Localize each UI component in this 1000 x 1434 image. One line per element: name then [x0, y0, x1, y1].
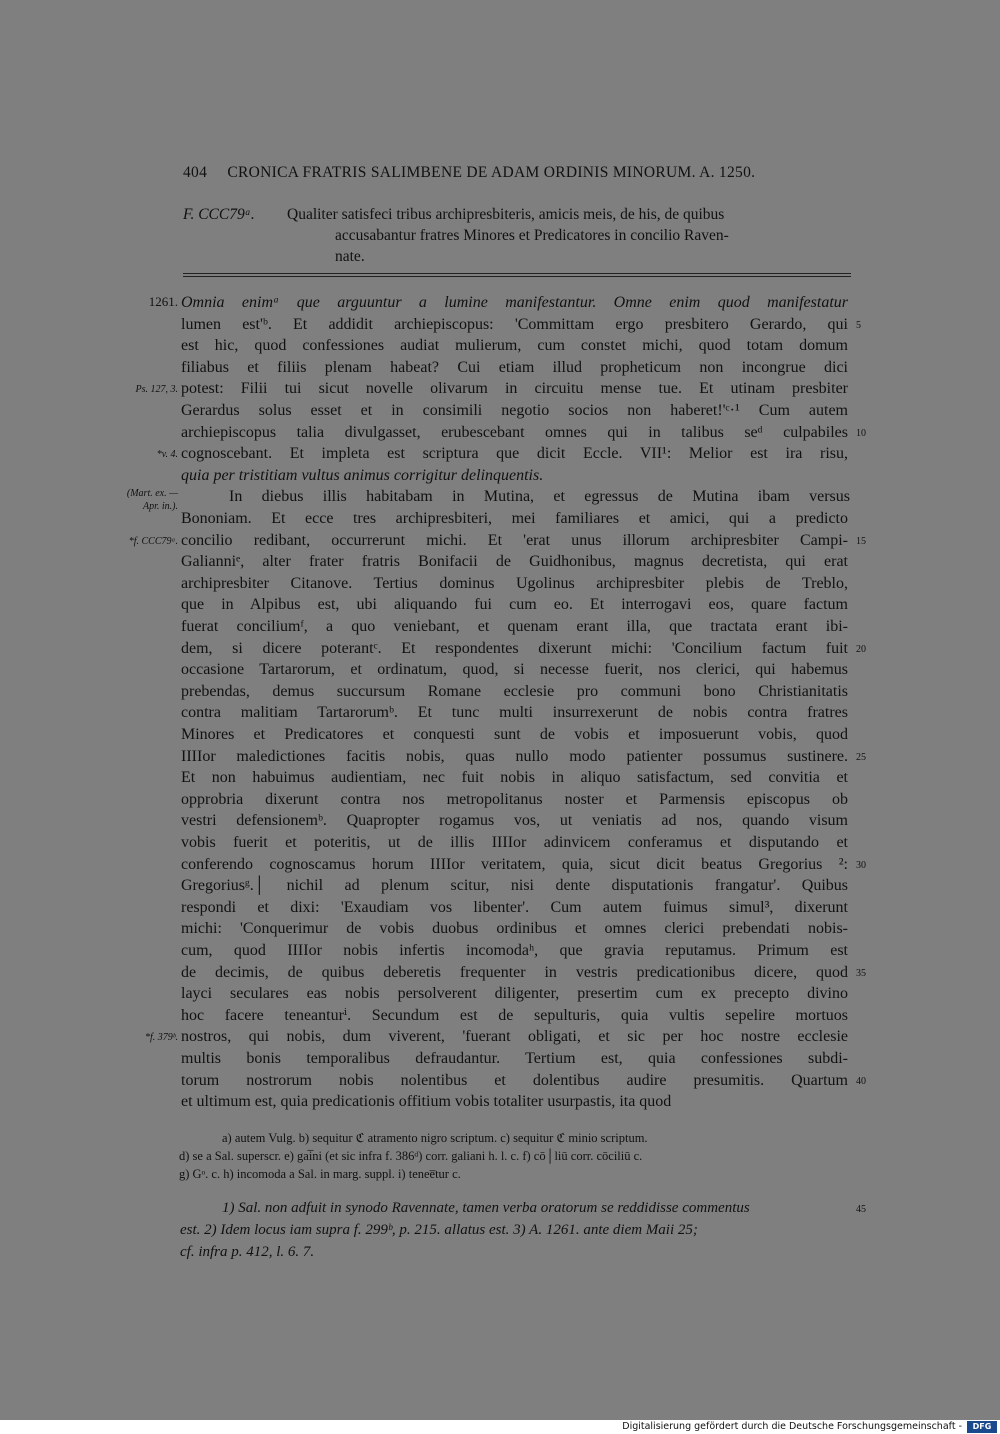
separator-rule	[183, 273, 851, 274]
line-number: 20	[856, 643, 866, 655]
chapter-heading	[183, 204, 853, 267]
footer-bar	[0, 1420, 1000, 1434]
text-line: opprobria dixerunt contra nos metropolitanus noster et Parmensis episcopus ob	[181, 790, 848, 808]
line-number: 35	[856, 967, 866, 979]
separator-rule	[183, 276, 851, 277]
text-line: dem, si dicere poterantᶜ. Et respondentes dixerunt michi: 'Concilium factum fuit	[181, 639, 848, 657]
text-line: IIIIor maledictiones facitis nobis, quas nullo modo patienter possumus sustinere.	[181, 747, 848, 765]
text-line: filiabus et filiis plenam habeat? Cui etiam illud propheticum non incongrue dici	[181, 358, 848, 376]
margin-note: *f. CCC79ᵃ.	[128, 535, 178, 547]
text-line: Bononiam. Et ecce tres archipresbiteri, mei familiares et amici, qui a predicto	[181, 510, 848, 527]
line-number: 45	[856, 1204, 866, 1215]
text-line: nostros, qui nobis, dum viverent, 'fuerant obligati, et sic per hoc nostre ecclesie	[181, 1028, 848, 1046]
text-line: conferendo cognoscamus horum IIIIor veritatem, quia, sicut dicit beatus Gregorius ²:	[181, 855, 848, 873]
footnote-line: d) se a Sal. superscr. e) gai̅ni (et sic infra f. 386ᵈ) corr. galiani h. l. c. f) cō│liū corr. cōciliū c.	[179, 1149, 643, 1163]
page-number: 404	[183, 164, 208, 181]
text-line: occasione Tartarorum, et ordinatum, quod, si necesse fuerit, nos clerici, qui habemus	[181, 661, 848, 679]
margin-note: *f. 379ᵇ.	[145, 1032, 178, 1044]
text-line: archipresbiter Citanove. Tertius dominus Ugolinus archipresbiter plebis de Treblo,	[181, 574, 848, 592]
text-line: In diebus illis habitabam in Mutina, et egressus de Mutina ibam versus	[229, 488, 850, 506]
note-line: est. 2) Idem locus iam supra f. 299ᵇ, p. 215. allatus est. 3) A. 1261. ante diem Maii 25;	[180, 1222, 698, 1238]
text-line: Omnia enimᵃ que arguuntur a lumine manifestantur. Omne enim quod manifestatur	[181, 294, 848, 311]
text-line: torum nostrorum nobis nolentibus et dolentibus audire presumitis. Quartum	[181, 1071, 848, 1089]
text-line: et ultimum est, quia predicationis offitium vobis totaliter usurpastis, ita quod	[181, 1093, 672, 1111]
line-number: 30	[856, 859, 866, 871]
text-line: Gregoriusᵍ.│ nichil ad plenum scitur, nisi dente disputationis frangatur'. Quibus	[181, 877, 848, 895]
line-number: 25	[856, 751, 866, 763]
text-line: que in Alpibus est, ubi aliquando fui cum eo. Et interrogavi eos, quare factum	[181, 596, 848, 614]
text-line: respondi et dixi: 'Exaudiam vos libenter'. Cum autem fuimus simul³, dixerunt	[181, 898, 848, 916]
text-line: contra malitiam Tartarorumᵇ. Et tunc multi insurrexerunt de nobis contra fratres	[181, 704, 848, 722]
text-line: vestri defensionemᵇ. Quapropter rogamus vos, ut veniatis ad nos, quando visum	[181, 812, 848, 830]
chapter-label: F. CCC79ᵃ.	[183, 206, 255, 223]
margin-note: 1261.	[148, 294, 178, 309]
text-line: vobis fuerit et poteritis, ut de illis IIIIor adinvicem conferamus et disputando et	[181, 834, 848, 851]
line-number: 40	[856, 1075, 866, 1087]
text-line: Galianniᵉ, alter frater fratris Bonifacii de Guidhonibus, magnus decretista, qui erat	[181, 553, 848, 571]
running-header	[183, 164, 843, 182]
text-line: de decimis, de quibus deberetis frequenter in vestris predicationibus dicere, quod	[181, 963, 848, 981]
chapter-title-line: nate.	[335, 248, 365, 265]
text-line: Minores et Predicatores et conquesti sunt de vobis et imposuerunt vobis, quod	[181, 726, 848, 743]
text-line: concilio redibant, occurrerunt michi. Et 'erat unus illorum archipresbiter Campi-	[181, 531, 848, 549]
text-line: Gerardus solus esset et in consimili negotio socios non haberet!'ᶜ·¹ Cum autem	[181, 402, 848, 419]
chapter-title-line: Qualiter satisfeci tribus archipresbiteris, amicis meis, de his, de quibus	[287, 206, 725, 223]
chapter-title-line: accusabantur fratres Minores et Predicatores in concilio Raven-	[335, 227, 729, 244]
note-line: cf. infra p. 412, l. 6. 7.	[180, 1244, 315, 1260]
header-year: A. 1250.	[699, 164, 756, 181]
margin-note: Apr. in.).	[143, 501, 178, 513]
text-line: multis bonis temporalibus defraudantur. Tertium est, quia confessiones subdi-	[181, 1050, 848, 1067]
text-line: est hic, quod confessiones audiat mulierum, cum constet michi, quod totam domum	[181, 337, 848, 355]
text-line: hoc facere teneanturⁱ. Secundum est de sepulturis, quia vultis sepelire mortuos	[181, 1006, 848, 1024]
footnote-line: g) Gᵒ. c. h) incomoda a Sal. in marg. suppl. i) tenee̅tur c.	[179, 1167, 461, 1181]
line-number: 15	[856, 535, 866, 547]
line-number: 10	[856, 427, 866, 439]
text-line: Et non habuimus audientiam, nec fuit nobis in aliquo satisfactum, sed convitia et	[181, 769, 848, 787]
footnote-line: a) autem Vulg. b) sequitur ℭ atramento nigro scriptum. c) sequitur ℭ minio scriptum.	[222, 1131, 648, 1145]
line-number: 5	[856, 319, 861, 331]
dfg-logo[interactable]: DFG	[967, 1421, 997, 1433]
footer-text: Digitalisierung gefördert durch die Deutsche Forschungsgemeinschaft -	[622, 1421, 962, 1432]
text-line: potest: Filii tui sicut novelle olivarum in circuitu mense tue. Et utinam presbiter	[181, 380, 848, 398]
text-line: fuerat conciliumᶠ, a quo veniebant, et quenam erant illa, que tractata erant ibi-	[181, 618, 848, 635]
text-line: prebendas, demus succursum Romane ecclesie pro communi bono Christianitatis	[181, 682, 848, 700]
text-line: quia per tristitiam vultus animus corrigitur delinquentis.	[181, 466, 544, 484]
running-title: CRONICA FRATRIS SALIMBENE DE ADAM ORDINIS MINORUM.	[227, 164, 696, 181]
margin-note: *v. 4.	[156, 449, 178, 461]
text-line: layci seculares eas nobis persolverent diligenter, presertim cum ex precepto divino	[181, 985, 848, 1003]
text-line: lumen est'ᵇ. Et addidit archiepiscopus: 'Committam ergo presbitero Gerardo, qui	[181, 315, 848, 333]
text-line: archiepiscopus talia divulgasset, erubescebant omnes qui in talibus seᵈ culpabiles	[181, 423, 848, 441]
margin-note: Ps. 127, 3.	[135, 384, 178, 396]
margin-note: (Mart. ex. —	[126, 488, 178, 500]
note-line: 1) Sal. non adfuit in synodo Ravennate, tamen verba oratorum se reddidisse commentus	[222, 1200, 750, 1216]
text-line: michi: 'Conquerimur de vobis duobus ordinibus et omnes clerici prebendati nobis-	[181, 920, 848, 938]
text-line: cum, quod IIIIor nobis infertis incomodaʰ, que gravia reputamus. Primum est	[181, 942, 848, 959]
text-line: cognoscebant. Et impleta est scriptura que dicit Eccle. VII¹: Melior est ira risu,	[181, 445, 848, 463]
